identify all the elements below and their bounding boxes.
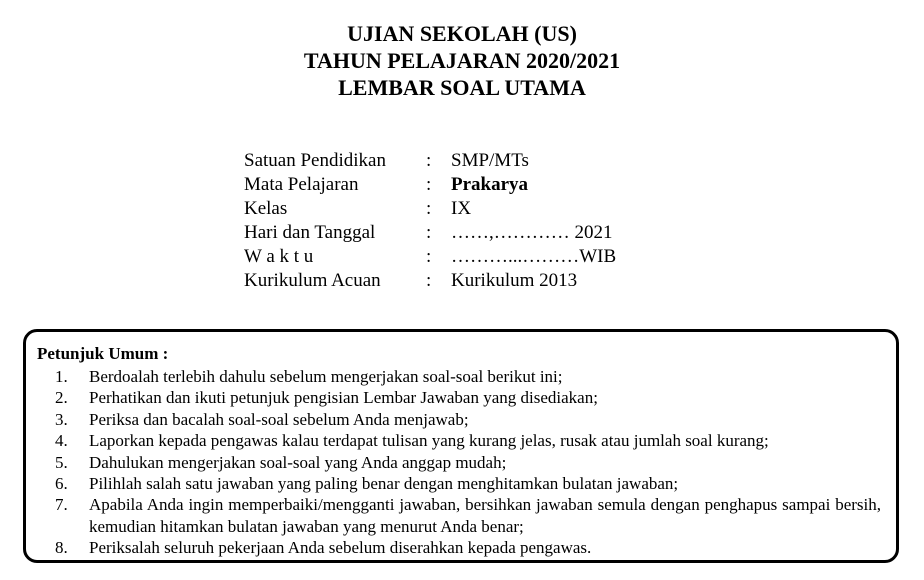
info-label: Kelas [244,198,288,219]
info-value: Prakarya [451,174,529,195]
document-header [0,20,924,101]
list-item-text: Periksalah seluruh pekerjaan Anda sebelum diserahkan kepada pengawas. [89,538,592,558]
info-row-mata-pelajaran [244,173,616,197]
info-row-waktu [244,245,616,269]
list-item [37,409,881,430]
info-value: Kurikulum 2013 [451,270,578,291]
list-item-number: 1. [55,367,68,386]
list-item [37,452,881,473]
list-item-text: Laporkan kepada pengawas kalau terdapat tulisan yang kurang jelas, rusak atau jumlah soal kurang; [89,431,769,451]
list-item [37,366,881,387]
header-title-line3: LEMBAR SOAL UTAMA [338,75,586,100]
list-item [37,387,881,408]
list-item [37,537,881,558]
info-colon: : [426,198,432,219]
list-item-number: 7. [55,495,68,515]
instructions-box [23,329,899,563]
list-item-number: 4. [55,431,68,451]
list-item [37,473,881,494]
exam-info-table [244,149,616,293]
info-colon: : [426,222,432,243]
info-label: Mata Pelajaran [244,174,359,195]
info-row-kelas [244,197,616,221]
info-row-hari-tanggal [244,221,616,245]
header-title-line1: UJIAN SEKOLAH (US) [347,21,577,46]
list-item-text: Apabila Anda ingin memperbaiki/mengganti jawaban, bersihkan jawaban semula dengan penghapus sampai bersih, kemudian hitamkan bulatan jawaban yang menurut Anda benar; [89,495,881,536]
info-colon: : [426,150,432,171]
header-title-line2: TAHUN PELAJARAN 2020/2021 [303,48,621,73]
info-row-satuan-pendidikan [244,149,616,173]
info-value: ………...………WIB [451,246,617,267]
info-value: SMP/MTs [451,150,529,171]
list-item-text: Perhatikan dan ikuti petunjuk pengisian Lembar Jawaban yang disediakan; [89,388,598,408]
info-label: W a k t u [244,246,314,267]
list-item-text: Berdoalah terlebih dahulu sebelum mengerjakan soal-soal berikut ini; [89,367,563,386]
list-item-number: 3. [55,409,68,429]
info-colon: : [426,246,432,267]
list-item-number: 5. [55,452,68,472]
info-row-kurikulum [244,269,616,293]
info-value: ……,………… 2021 [451,222,613,243]
info-colon: : [426,174,432,195]
list-item-text: Periksa dan bacalah soal-soal sebelum Anda menjawab; [89,409,469,429]
list-item-number: 8. [55,538,68,558]
instructions-list [37,366,881,559]
list-item-number: 2. [55,388,68,408]
list-item-number: 6. [55,474,68,494]
info-colon: : [426,270,432,291]
list-item [37,430,881,451]
info-label: Kurikulum Acuan [244,270,381,291]
list-item-text: Dahulukan mengerjakan soal-soal yang Anda anggap mudah; [89,452,507,472]
info-label: Satuan Pendidikan [244,150,386,171]
instructions-title: Petunjuk Umum : [37,344,169,363]
info-value: IX [451,198,472,219]
info-label: Hari dan Tanggal [244,222,376,243]
list-item-text: Pilihlah salah satu jawaban yang paling benar dengan menghitamkan bulatan jawaban; [89,474,679,494]
list-item [37,494,881,537]
